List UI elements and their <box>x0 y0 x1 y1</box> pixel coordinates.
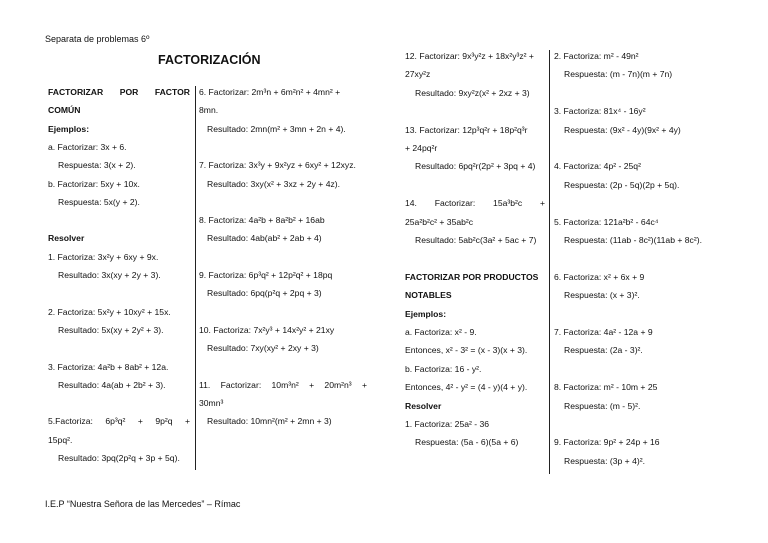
col1-line: COMÚN <box>48 105 81 116</box>
justified-word: + <box>539 198 545 209</box>
col3-line: 25a²b²c² + 35ab²c <box>405 216 474 227</box>
col2-line: Resultado: 4ab(ab² + 2ab + 4) <box>207 233 322 244</box>
col3-line <box>405 197 545 209</box>
justified-word: + <box>309 379 315 390</box>
justified-word: 20m²n³ <box>324 379 352 390</box>
col1-line: 15pq². <box>48 434 73 445</box>
col2-line: Resultado: 6pq(p²q + 2pq + 3) <box>207 288 322 299</box>
col3-line: NOTABLES <box>405 290 452 301</box>
col3-line: Resultado: 6pq²r(2p² + 3pq + 4) <box>415 161 536 172</box>
justified-word: 5.Factoriza: <box>48 416 93 427</box>
col4-line: 3. Factoriza: 81x⁴ - 16y² <box>554 106 646 117</box>
justified-word: 9p²q <box>155 416 173 427</box>
col3-line: 27xy²z <box>405 69 431 80</box>
col1-line: Resultado: 5x(xy + 2y² + 3). <box>58 324 164 335</box>
col1-line: Resultado: 4a(ab + 2b² + 3). <box>58 379 166 390</box>
justified-word: + <box>137 416 143 427</box>
col4-line: 6. Factoriza: x² + 6x + 9 <box>554 271 645 282</box>
col3-line: Ejemplos: <box>405 308 447 319</box>
col4-line: 8. Factoriza: m² - 10m + 25 <box>554 382 658 393</box>
justified-word: POR <box>119 87 139 97</box>
col3-line: Entonces, 4² - y² = (4 - y)(4 + y). <box>405 382 528 393</box>
justified-word: + <box>361 379 367 390</box>
column-divider-2 <box>549 50 550 474</box>
col3-line: + 24pq²r <box>405 143 438 153</box>
document-subtitle: Separata de problemas 6º <box>45 34 150 44</box>
col4-line: Respuesta: (m - 7n)(m + 7n) <box>564 69 673 80</box>
col3-line: a. Factoriza: x² - 9. <box>405 327 477 337</box>
col3-line: FACTORIZAR POR PRODUCTOS <box>405 271 539 282</box>
col3-line: Respuesta: (5a - 6)(5a + 6) <box>415 437 519 448</box>
col4-line: 9. Factoriza: 9p² + 24p + 16 <box>554 437 660 448</box>
justified-word: Factorizar: <box>220 379 262 390</box>
col3-line: Resultado: 5ab²c(3a² + 5ac + 7) <box>415 235 537 245</box>
col1-line: 3. Factoriza: 4a²b + 8ab² + 12a. <box>48 361 169 372</box>
col2-line: 10. Factoriza: 7x²y³ + 14x²y² + 21xy <box>199 324 335 335</box>
col1-line: b. Factorizar: 5xy + 10x. <box>48 178 140 189</box>
justified-word: Factorizar: <box>434 198 476 209</box>
col4-line: 5. Factoriza: 121a²b² - 64c⁴ <box>554 216 659 227</box>
col4-line: 7. Factoriza: 4a² - 12a + 9 <box>554 327 653 337</box>
col2-line: 7. Factoriza: 3x³y + 9x²yz + 6xy² + 12xyz. <box>199 160 356 171</box>
col4-line: 2. Factoriza: m² - 49n² <box>554 51 639 61</box>
col2-line: 8. Factoriza: 4a²b + 8a²b² + 16ab <box>199 215 325 226</box>
col4-line: Respuesta: (2a - 3)². <box>564 345 643 356</box>
col3-line: 1. Factoriza: 25a² - 36 <box>405 419 490 429</box>
column-divider-1 <box>195 86 196 470</box>
justified-word: 6p³q² <box>105 416 126 427</box>
justified-word: FACTOR <box>154 87 190 97</box>
col1-line <box>48 415 190 427</box>
col3-line: 13. Factorizar: 12p³q²r + 18p²q³r <box>405 124 528 135</box>
col2-line <box>199 379 367 391</box>
justified-word: FACTORIZAR <box>48 87 104 97</box>
justified-word: 15a³b²c <box>493 198 523 209</box>
footer-school-name: I.E.P “Nuestra Señora de las Mercedes” – Rímac <box>45 499 241 509</box>
col1-line: Resultado: 3x(xy + 2y + 3). <box>58 270 161 280</box>
col4-line: Respuesta: (3p + 4)². <box>564 455 645 466</box>
col4-line: Respuesta: (m - 5)². <box>564 400 641 411</box>
col2-line: 8mn. <box>199 105 219 116</box>
col4-line: Respuesta: (x + 3)². <box>564 290 640 301</box>
col1-line: Respuesta: 3(x + 2). <box>58 160 136 171</box>
col3-line: Resolver <box>405 400 442 411</box>
col2-line: Resultado: 10mn²(m² + 2mn + 3) <box>207 416 332 427</box>
col1-line: Respuesta: 5x(y + 2). <box>58 196 140 207</box>
col3-line: 12. Factorizar: 9x³y²z + 18x²y³z² + <box>405 51 534 61</box>
col1-line: a. Factorizar: 3x + 6. <box>48 141 127 152</box>
justified-word: 14. <box>405 198 417 209</box>
col2-line: Resultado: 3xy(x² + 3xz + 2y + 4z). <box>207 178 341 189</box>
col1-line: Resolver <box>48 233 85 244</box>
col2-line: 6. Factorizar: 2m³n + 6m²n² + 4mn² + <box>199 87 341 97</box>
col1-line: 1. Factoriza: 3x²y + 6xy + 9x. <box>48 251 159 262</box>
col3-line: Entonces, x² - 3² = (x - 3)(x + 3). <box>405 345 528 356</box>
justified-word: + <box>184 416 190 427</box>
justified-word: 11. <box>199 379 211 390</box>
col4-line: 4. Factoriza: 4p² - 25q² <box>554 161 641 172</box>
justified-word: 10m³n² <box>271 379 299 390</box>
col1-line <box>48 86 190 98</box>
col1-line: 2. Factoriza: 5x²y + 10xy² + 15x. <box>48 306 171 317</box>
col1-line: Resultado: 3pq(2p²q + 3p + 5q). <box>58 453 180 463</box>
col2-line: Resultado: 2mn(m² + 3mn + 2n + 4). <box>207 123 346 134</box>
col3-line: Resultado: 9xy²z(x² + 2xz + 3) <box>415 87 530 98</box>
col4-line: Respuesta: (11ab - 8c²)(11ab + 8c²). <box>564 235 702 245</box>
col4-line: Respuesta: (9x² - 4y)(9x² + 4y) <box>564 124 681 135</box>
document-title: FACTORIZACIÓN <box>158 53 261 67</box>
col4-line: Respuesta: (2p - 5q)(2p + 5q). <box>564 179 680 190</box>
col3-line: b. Factoriza: 16 - y². <box>405 363 482 374</box>
col1-line: Ejemplos: <box>48 123 90 134</box>
col2-line: 9. Factoriza: 6p³q² + 12p²q² + 18pq <box>199 270 333 280</box>
col2-line: 30mn³ <box>199 398 224 409</box>
col2-line: Resultado: 7xy(xy² + 2xy + 3) <box>207 343 319 354</box>
